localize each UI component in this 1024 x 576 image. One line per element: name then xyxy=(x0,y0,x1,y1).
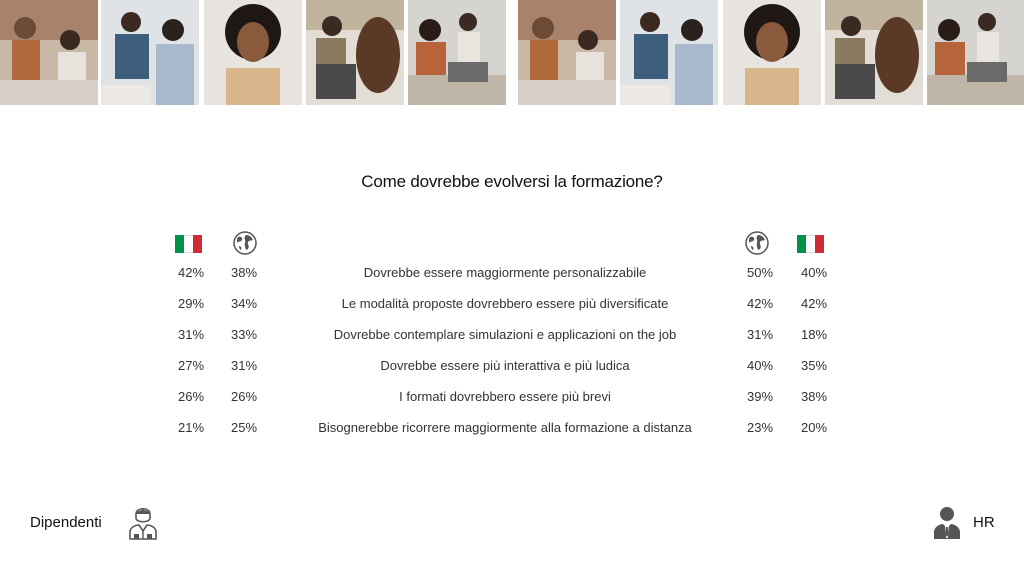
office-work-photo xyxy=(825,0,923,105)
row-label: Dovrebbe essere maggiormente personalizzabile xyxy=(363,265,647,280)
employees-label: Dipendenti xyxy=(30,514,102,531)
row-label: Bisognerebbe ricorrere maggiormente alla formazione a distanza xyxy=(318,420,692,435)
hr-world-value: 42% xyxy=(746,296,774,311)
employees-world-value: 25% xyxy=(230,420,258,435)
hr-person-icon xyxy=(932,504,962,540)
table-row xyxy=(0,420,1024,440)
photo-strip xyxy=(0,0,1024,105)
employees-italy-value: 29% xyxy=(177,296,205,311)
row-label: Le modalità proposte dovrebbero essere più diversificate xyxy=(341,296,669,311)
woman-portrait-photo xyxy=(204,0,302,105)
italy-flag-icon xyxy=(175,235,202,253)
hr-world-value: 39% xyxy=(746,389,774,404)
italy-flag-icon xyxy=(797,235,824,253)
row-label: Dovrebbe contemplare simulazioni e applicazioni on the job xyxy=(333,327,677,342)
hr-italy-value: 42% xyxy=(800,296,828,311)
employees-world-value: 38% xyxy=(230,265,258,280)
employees-italy-value: 26% xyxy=(177,389,205,404)
hr-italy-value: 20% xyxy=(800,420,828,435)
employees-italy-value: 42% xyxy=(177,265,205,280)
employees-world-value: 34% xyxy=(230,296,258,311)
page-title: Come dovrebbe evolversi la formazione? xyxy=(361,172,663,191)
hr-italy-value: 38% xyxy=(800,389,828,404)
globe-icon xyxy=(233,231,257,255)
row-label: Dovrebbe essere più interattiva e più ludica xyxy=(380,358,630,373)
employees-world-value: 33% xyxy=(230,327,258,342)
globe-icon xyxy=(745,231,769,255)
group-laptop-photo xyxy=(408,0,506,105)
employees-world-value: 26% xyxy=(230,389,258,404)
colleagues-discussion-photo xyxy=(620,0,718,105)
hr-italy-value: 35% xyxy=(800,358,828,373)
hr-label: HR xyxy=(973,514,995,531)
employees-italy-value: 21% xyxy=(177,420,205,435)
team-meeting-photo xyxy=(0,0,98,105)
hr-world-value: 40% xyxy=(746,358,774,373)
colleagues-discussion-photo xyxy=(101,0,199,105)
table-row xyxy=(0,265,1024,285)
hr-italy-value: 40% xyxy=(800,265,828,280)
hr-world-value: 23% xyxy=(746,420,774,435)
employee-person-icon xyxy=(128,504,158,540)
table-row xyxy=(0,389,1024,409)
hr-italy-value: 18% xyxy=(800,327,828,342)
team-meeting-photo xyxy=(518,0,616,105)
table-row xyxy=(0,327,1024,347)
table-row xyxy=(0,296,1024,316)
woman-portrait-photo xyxy=(723,0,821,105)
group-laptop-photo xyxy=(927,0,1024,105)
hr-world-value: 31% xyxy=(746,327,774,342)
employees-italy-value: 31% xyxy=(177,327,205,342)
table-row xyxy=(0,358,1024,378)
office-work-photo xyxy=(306,0,404,105)
employees-italy-value: 27% xyxy=(177,358,205,373)
hr-world-value: 50% xyxy=(746,265,774,280)
employees-world-value: 31% xyxy=(230,358,258,373)
row-label: I formati dovrebbero essere più brevi xyxy=(399,389,611,404)
